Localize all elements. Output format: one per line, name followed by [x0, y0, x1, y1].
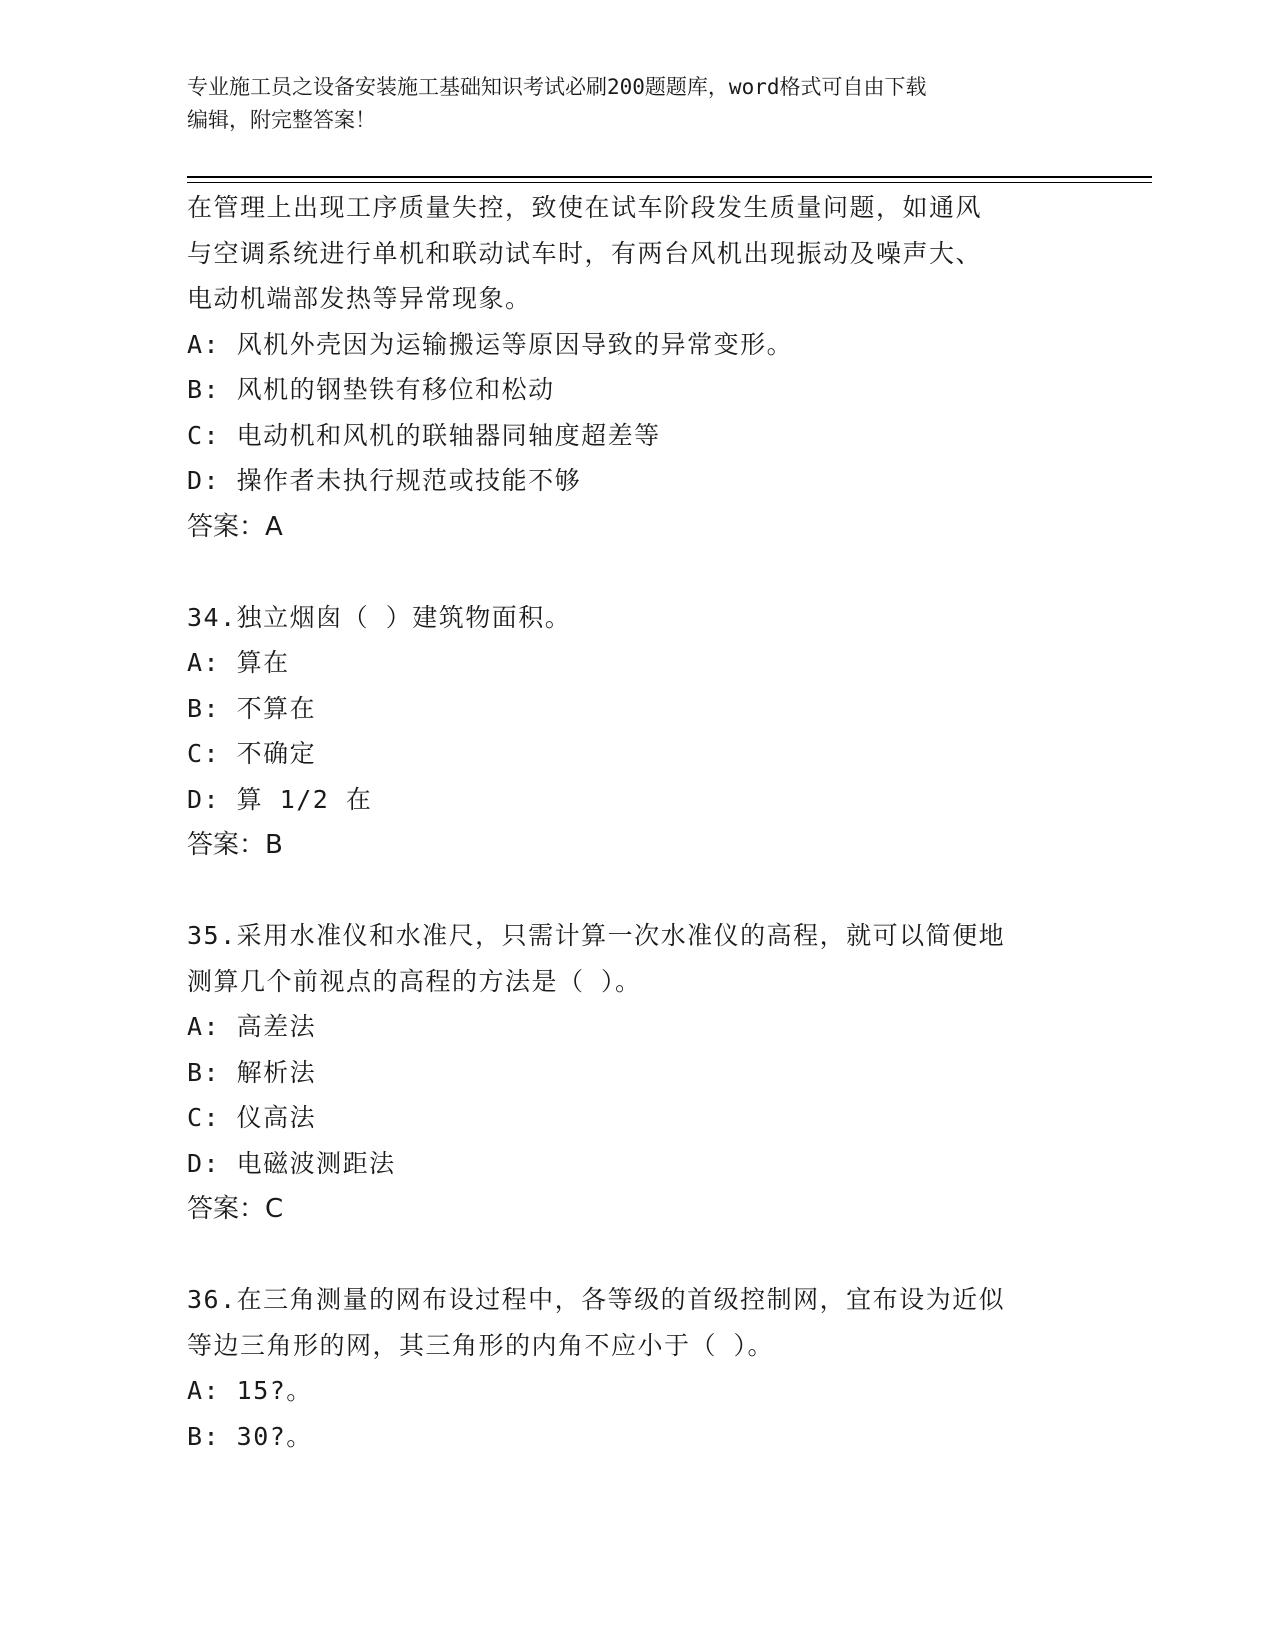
answer-label: 答案：C: [187, 1194, 284, 1224]
header-divider-thin: [187, 182, 1152, 183]
option-c: C: 电动机和风机的联轴器同轴度超差等: [187, 420, 661, 450]
header-divider-thick: [187, 176, 1152, 178]
question-stem-line: 在管理上出现工序质量失控，致使在试车阶段发生质量问题，如通风: [187, 193, 983, 222]
question-35: [187, 913, 1107, 1232]
option-b: B: 不算在: [187, 693, 317, 723]
option-a: A: 算在: [187, 648, 290, 677]
header-title-line-2: 编辑，附完整答案！: [187, 108, 376, 132]
question-stem-line: 35.采用水准仪和水准尺，只需计算一次水准仪的高程，就可以简便地: [187, 921, 1006, 950]
question-stem-line: 与空调系统进行单机和联动试车时，有两台风机出现振动及噪声大、: [187, 238, 983, 268]
option-b: B: 风机的钢垫铁有移位和松动: [187, 375, 555, 404]
header-title-line-1: 专业施工员之设备安装施工基础知识考试必刷200题题库，word格式可自由下载: [187, 75, 927, 99]
option-a: A: 风机外壳因为运输搬运等原因导致的异常变形。: [187, 329, 794, 359]
option-b: B: 30?。: [187, 1421, 313, 1451]
option-c: C: 不确定: [187, 739, 317, 768]
option-d: D: 算 1/2 在: [187, 784, 373, 814]
option-b: B: 解析法: [187, 1057, 317, 1087]
option-a: A: 高差法: [187, 1012, 317, 1041]
question-36: [187, 1277, 1107, 1459]
question-stem-line: 测算几个前视点的高程的方法是（ ）。: [187, 966, 642, 996]
option-d: D: 电磁波测距法: [187, 1148, 396, 1178]
question-list: [187, 185, 1107, 1459]
answer-label: 答案：A: [187, 511, 283, 542]
question-stem-line: 34.独立烟囱（ ）建筑物面积。: [187, 602, 572, 632]
option-c: C: 仪高法: [187, 1103, 317, 1132]
question-stem-line: 等边三角形的网，其三角形的内角不应小于（ ）。: [187, 1330, 775, 1360]
option-a: A: 15?。: [187, 1376, 313, 1405]
option-d: D: 操作者未执行规范或技能不够: [187, 466, 582, 495]
answer-label: 答案：B: [187, 830, 283, 860]
question-33: [187, 185, 1107, 550]
question-stem-line: 36.在三角测量的网布设过程中，各等级的首级控制网，宜布设为近似: [187, 1285, 1006, 1314]
spacer: [187, 1232, 1107, 1277]
spacer: [187, 550, 1107, 595]
question-stem-line: 电动机端部发热等异常现象。: [187, 284, 532, 313]
spacer: [187, 868, 1107, 913]
question-34: [187, 595, 1107, 869]
document-header: [187, 71, 1087, 137]
